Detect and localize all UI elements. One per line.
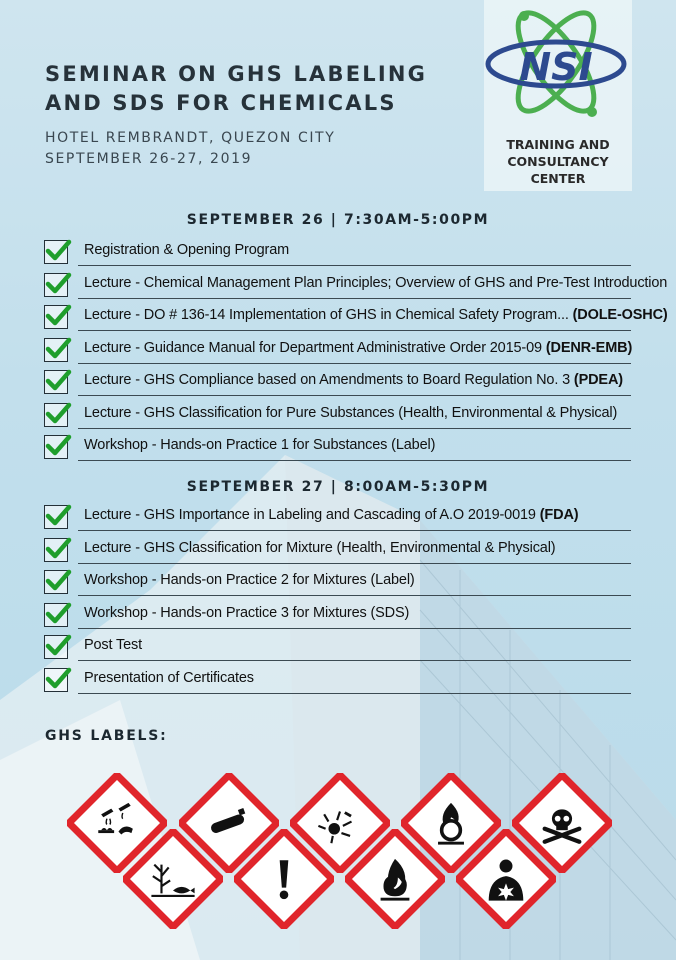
title-line-2: AND SDS FOR CHEMICALS xyxy=(45,91,397,115)
logo-line-1: TRAINING AND xyxy=(506,137,610,152)
agenda-item xyxy=(44,368,631,398)
row-divider xyxy=(78,428,631,429)
agenda-item xyxy=(44,633,631,663)
checkbox-checked-icon xyxy=(44,370,68,394)
venue-block xyxy=(45,128,335,170)
agenda-item-text xyxy=(84,275,667,291)
agenda-item-text xyxy=(84,605,409,621)
agenda-item-type: Lecture - xyxy=(84,539,140,556)
checkbox-checked-icon xyxy=(44,505,68,529)
agenda-item-agency: (DOLE-OSHC) xyxy=(572,307,668,323)
agenda-item-type: Workshop - xyxy=(84,604,157,621)
agenda-item-text xyxy=(84,307,668,323)
agenda-item-agency: (FDA) xyxy=(539,507,579,523)
row-divider xyxy=(78,460,631,461)
agenda-item-type: Lecture - xyxy=(84,372,140,388)
agenda-item-title: Guidance Manual for Department Administrative Order 2015-09 xyxy=(143,339,542,356)
agenda-item xyxy=(44,303,668,333)
row-divider xyxy=(78,563,631,564)
agenda-item-text xyxy=(84,437,435,453)
row-divider xyxy=(78,363,631,364)
exclamation-mark-icon xyxy=(234,829,334,929)
checkbox-checked-icon xyxy=(44,240,68,264)
checkbox-checked-icon xyxy=(44,338,68,362)
agenda-item-type: Lecture - xyxy=(84,507,140,523)
row-divider xyxy=(78,628,631,629)
agenda-item-agency: (DENR-EMB) xyxy=(545,339,633,356)
checkbox-checked-icon xyxy=(44,273,68,297)
agenda-item xyxy=(44,271,668,301)
logo-line-2: CONSULTANCY CENTER xyxy=(507,154,609,186)
checkbox-checked-icon xyxy=(44,403,68,427)
agenda-item xyxy=(44,601,631,631)
health-hazard-icon xyxy=(456,829,556,929)
agenda-item-text xyxy=(84,340,632,356)
checkbox-checked-icon xyxy=(44,603,68,627)
checkbox-checked-icon xyxy=(44,538,68,562)
agenda-item-title: GHS Importance in Labeling and Cascading of A.O 2019-0019 xyxy=(143,507,536,523)
checkbox-checked-icon xyxy=(44,635,68,659)
agenda-item-type: Lecture - xyxy=(84,307,140,323)
agenda-item xyxy=(44,536,631,566)
row-divider xyxy=(78,298,631,299)
agenda-item xyxy=(44,568,631,598)
ghs-labels-title: GHS LABELS: xyxy=(45,728,168,744)
agenda-item-title: Registration & Opening Program xyxy=(84,242,290,258)
agenda-item xyxy=(44,503,631,533)
agenda-item-title: GHS Classification for Pure Substances (Health, Environmental & Physical) xyxy=(143,404,618,421)
agenda-item xyxy=(44,336,631,366)
agenda-item-title: Hands-on Practice 1 for Substances (Label) xyxy=(160,437,436,453)
agenda-item-title: DO # 136-14 Implementation of GHS in Chemical Safety Program... xyxy=(143,307,569,323)
agenda-item-text xyxy=(84,637,142,653)
agenda-item xyxy=(44,401,631,431)
row-divider xyxy=(78,330,631,331)
agenda-item-text xyxy=(84,405,617,421)
agenda-item-title: GHS Classification for Mixture (Health, Environmental & Physical) xyxy=(143,539,556,556)
seminar-title xyxy=(45,60,427,118)
row-divider xyxy=(78,595,631,596)
agenda-item-title: Hands-on Practice 2 for Mixtures (Label) xyxy=(160,572,415,588)
agenda-item-type: Workshop - xyxy=(84,572,157,588)
checkbox-checked-icon xyxy=(44,570,68,594)
environment-icon xyxy=(123,829,223,929)
row-divider xyxy=(78,660,631,661)
agenda-item-text xyxy=(84,372,623,388)
row-divider xyxy=(78,265,631,266)
checkbox-checked-icon xyxy=(44,435,68,459)
agenda-item-type: Lecture - xyxy=(84,404,140,421)
agenda-item-title: Chemical Management Plan Principles; Overview of GHS and Pre-Test Introduction xyxy=(143,274,668,291)
agenda-item xyxy=(44,433,631,463)
agenda-item-agency: (PDEA) xyxy=(573,372,623,388)
agenda-item-text xyxy=(84,507,578,523)
agenda-item-type: Workshop - xyxy=(84,437,157,453)
day2-heading: SEPTEMBER 27 | 8:00AM-5:30PM xyxy=(186,479,490,495)
agenda-item xyxy=(44,666,631,696)
row-divider xyxy=(78,693,631,694)
agenda-item-type: Lecture - xyxy=(84,339,140,356)
checkbox-checked-icon xyxy=(44,305,68,329)
agenda-item-text xyxy=(84,242,289,258)
logo-caption xyxy=(484,136,632,187)
agenda-item-title: Post Test xyxy=(84,637,143,653)
nsi-logo xyxy=(484,0,632,191)
row-divider xyxy=(78,395,631,396)
agenda-item xyxy=(44,238,631,268)
agenda-item-title: Presentation of Certificates xyxy=(84,669,254,686)
checkbox-checked-icon xyxy=(44,668,68,692)
agenda-item-title: GHS Compliance based on Amendments to Board Regulation No. 3 xyxy=(143,372,571,388)
atom-logo-icon xyxy=(484,0,632,136)
dates-text: SEPTEMBER 26-27, 2019 xyxy=(45,151,253,167)
title-line-1: SEMINAR ON GHS LABELING xyxy=(45,62,428,86)
agenda-item-text xyxy=(84,540,555,556)
logo-acronym: NSI xyxy=(519,45,593,89)
agenda-item-text xyxy=(84,670,254,686)
agenda-item-title: Hands-on Practice 3 for Mixtures (SDS) xyxy=(160,604,410,621)
day1-heading: SEPTEMBER 26 | 7:30AM-5:00PM xyxy=(186,212,490,228)
agenda-item-type: Lecture - xyxy=(84,274,140,291)
agenda-item-text xyxy=(84,572,415,588)
flame-icon xyxy=(345,829,445,929)
venue-text: HOTEL REMBRANDT, QUEZON CITY xyxy=(45,130,336,146)
row-divider xyxy=(78,530,631,531)
